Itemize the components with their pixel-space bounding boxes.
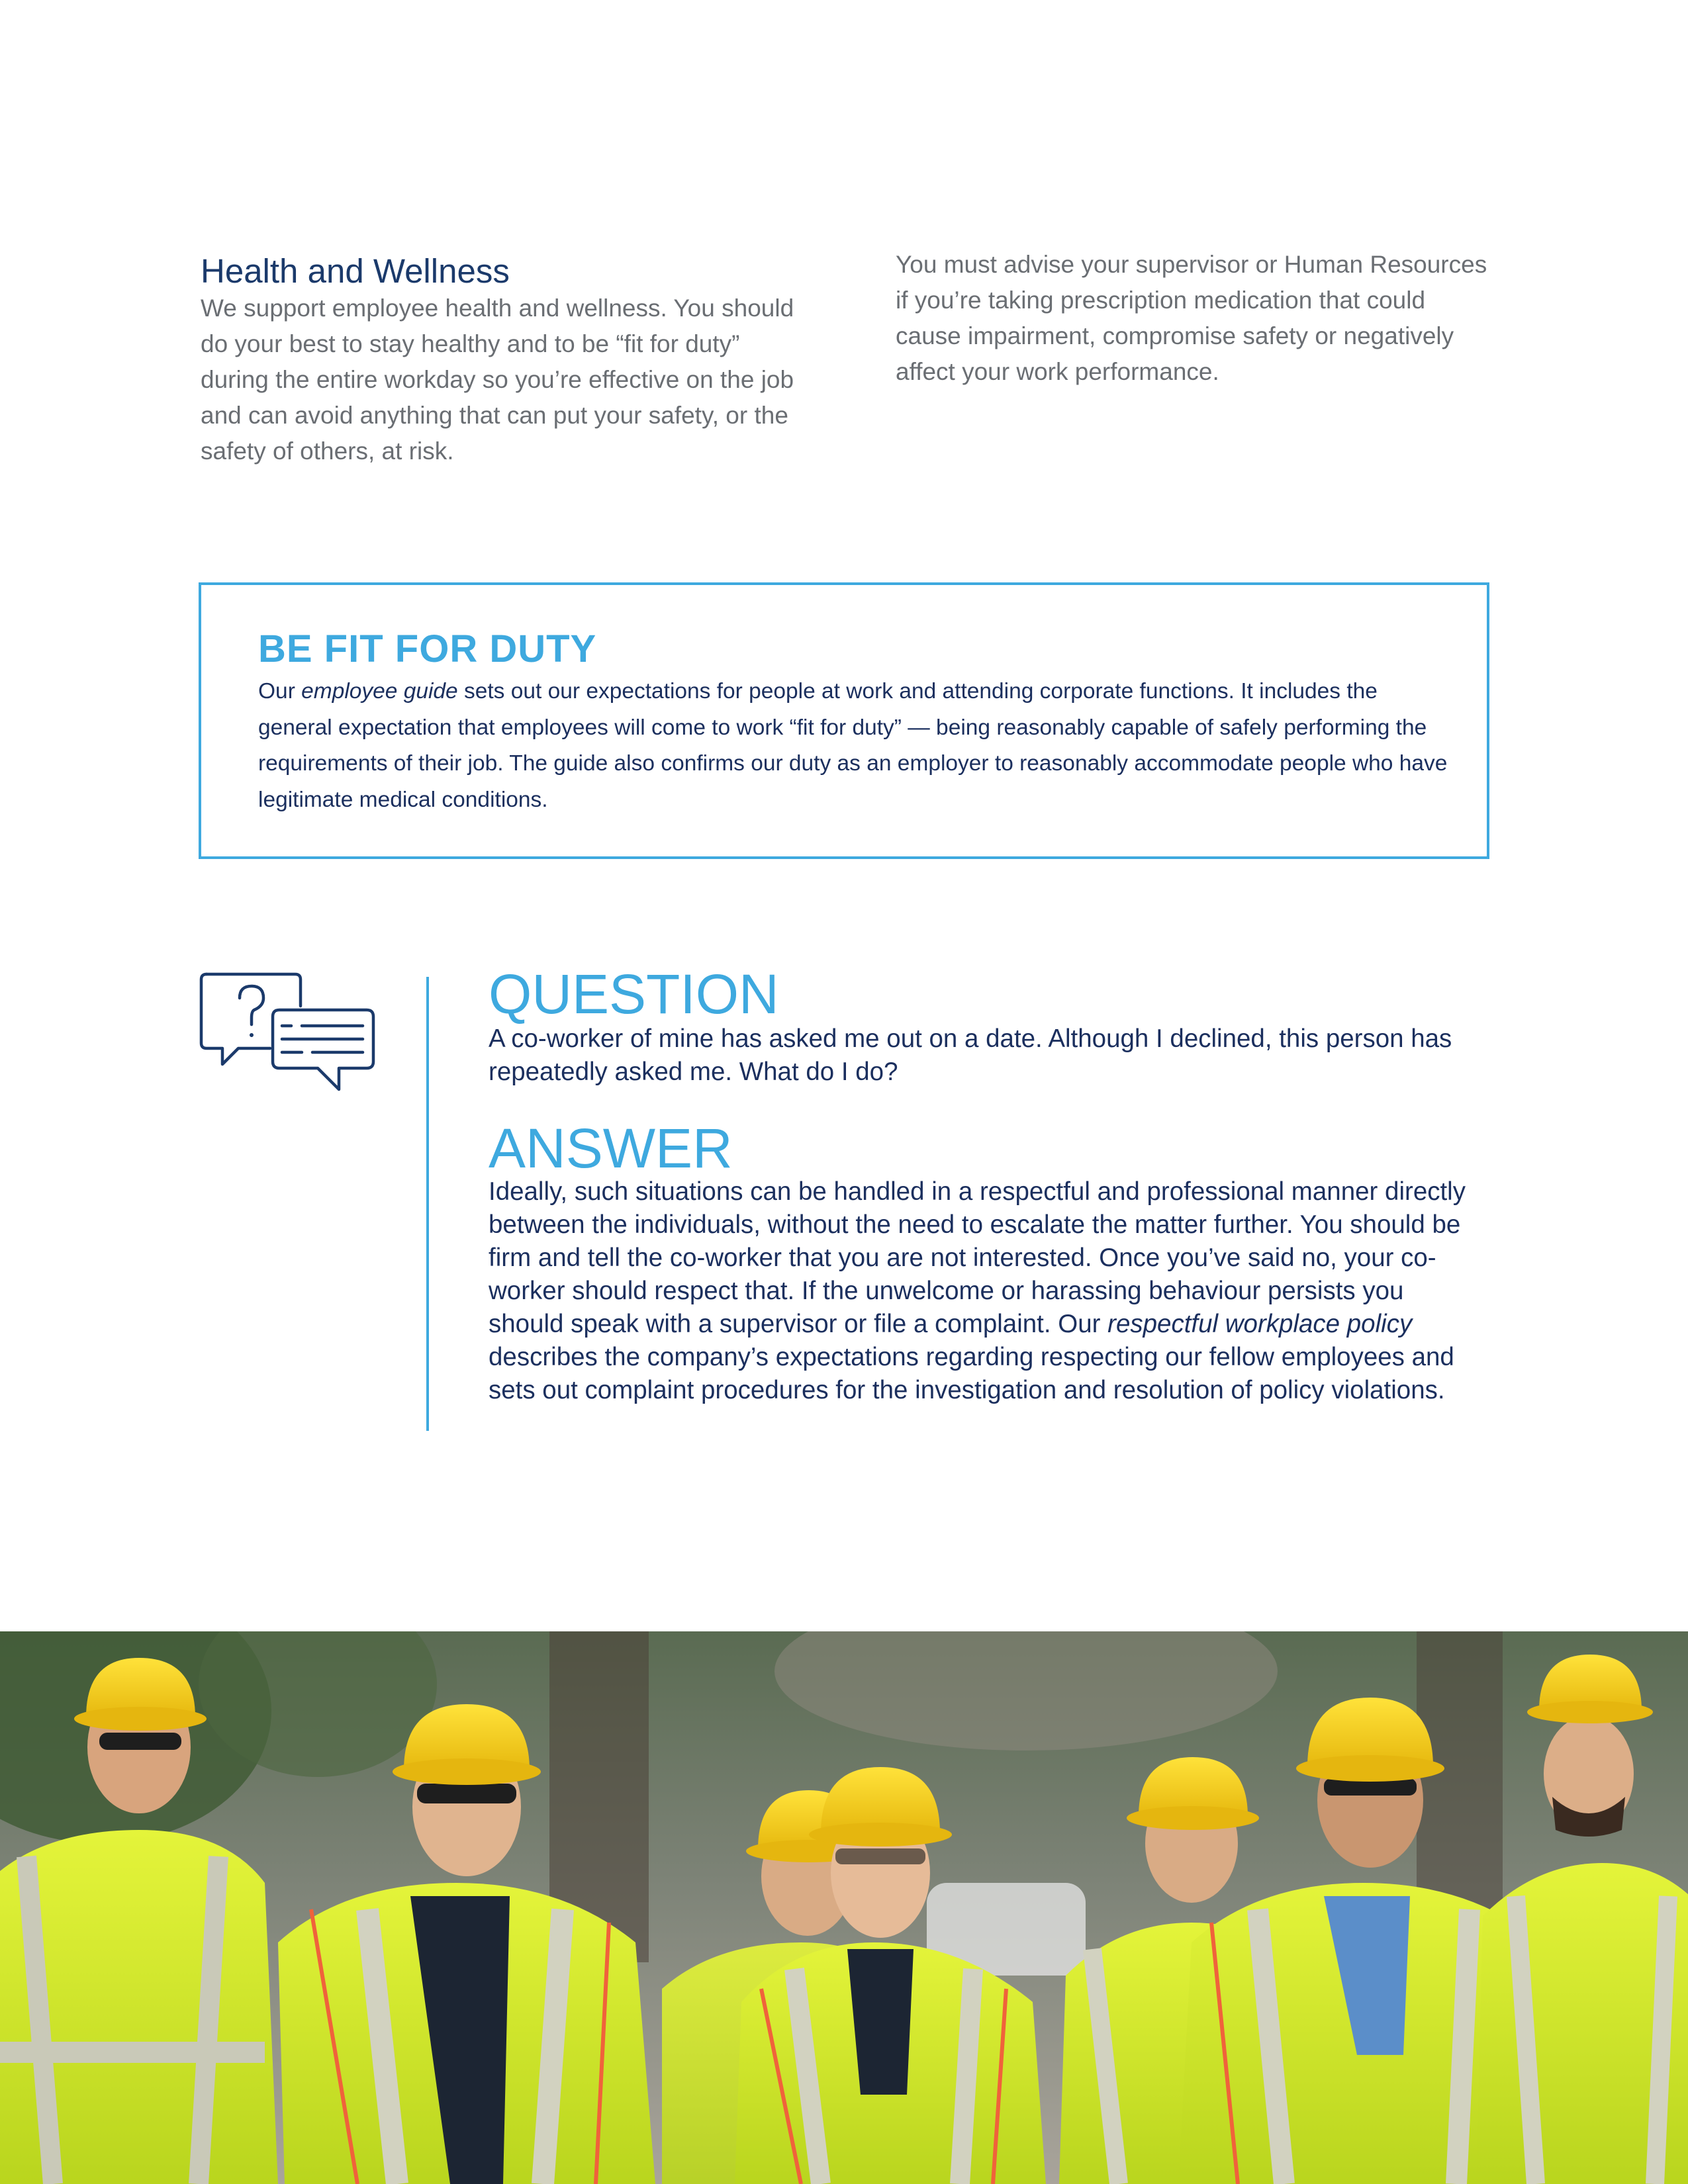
fit-body-rest: sets out our expectations for people at work and attending corporate functions. It includes the general expectation that employees will come to work “fit for duty” — being reasonably capable of safely performing the requirements of their job. The guide also confirms our duty as an employer to reasonably accommodate people who have legitimate medical conditions. [258, 679, 1448, 812]
fit-for-duty-title: BE FIT FOR DUTY [258, 627, 597, 670]
fit-body-lead: Our [258, 679, 302, 704]
workers-group-photo [0, 1631, 1688, 2184]
answer-heading: ANSWER [489, 1117, 733, 1179]
fit-for-duty-paragraph [258, 674, 1450, 818]
question-heading: QUESTION [489, 963, 779, 1025]
medication-notice-paragraph: You must advise your supervisor or Human Resources if you’re taking prescription medication that could cause impairment, compromise safety or negatively affect your work performance. [896, 251, 1487, 385]
question-paragraph: A co-worker of mine has asked me out on a date. Although I declined, this person has repeatedly asked me. What do I do? [489, 1024, 1452, 1086]
employee-guide-emphasis: employee guide [301, 679, 458, 704]
answer-lead: Ideally, such situations can be handled in a respectful and professional manner directly between the individuals, without the need to escalate the matter further. You should be firm and tell the co-worker that you are not interested. Once you’ve said no, your co-worker should respect that. If the unwelcome or harassing behaviour persists you should speak with a supervisor or file a complaint. Our [489, 1177, 1466, 1338]
answer-paragraph [489, 1175, 1481, 1407]
health-wellness-paragraph: We support employee health and wellness. You should do your best to stay healthy and to be “fit for duty” during the entire workday so you’re effective on the job and can avoid anything that can put your safety, or the safety of others, at risk. [201, 295, 794, 465]
qa-vertical-divider [426, 977, 429, 1431]
section-title-health-wellness: Health and Wellness [201, 252, 510, 290]
question-chat-bubbles-icon [197, 972, 377, 1101]
respectful-workplace-policy-emphasis: respectful workplace policy [1107, 1310, 1413, 1338]
answer-rest: describes the company’s expectations regarding respecting our fellow employees and sets out complaint procedures for the investigation and resolution of policy violations. [489, 1343, 1454, 1404]
